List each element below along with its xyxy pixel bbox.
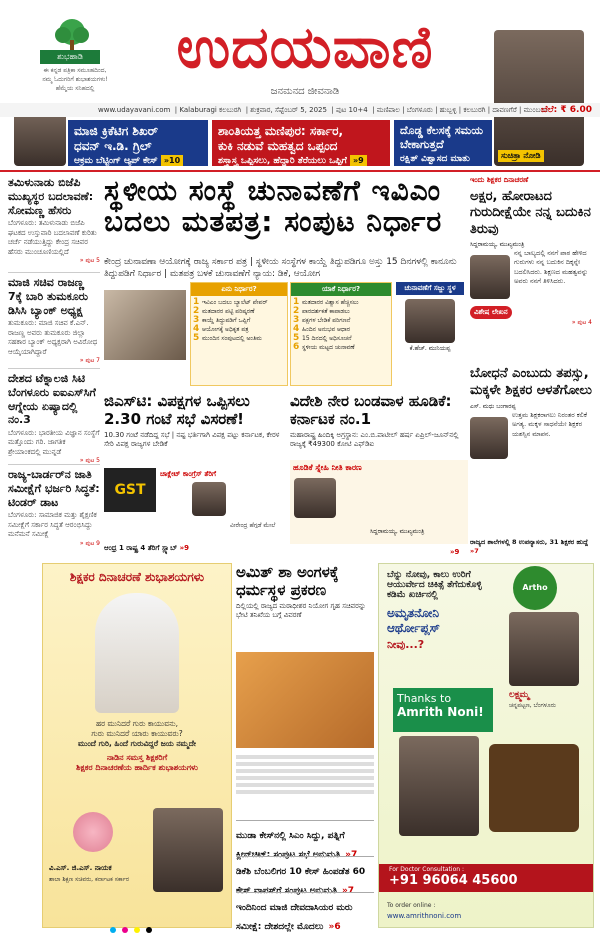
newspaper-tagline: ಜನಮನದ ಜೀವನಾಡಿ [270,86,340,97]
teaser-line: ಮಾಜಿ ಕ್ರಿಕೆಟಿಗ ಶಿಖರ್ [74,124,158,138]
gst-kicker: ಚಾಕ್ಲೇಟ್ ಕಾಂಗ್ರೆಸ್ ತೆರಿಗೆ [160,470,217,478]
teaser-rakshit[interactable] [394,120,492,166]
teaching-byline: ಎಸ್. ಮಧು ಬಂಗಾರಪ್ಪ [470,402,516,410]
list-item: ಪಾರದರ್ಶಕತೆ ಕಾಪಾಡಲು [302,308,350,315]
left-story[interactable] [8,176,100,272]
edition-info-bar: www.udayavani.com | Kalaburagi ಕಲಬುರಗಿ | ಶುಕ್ರವಾರ, ಸೆಪ್ಟೆಂಬರ್ 5, 2025 | ಪುಟ 10+4 | ಮಣಿಪಾಲ | ಬೆಂಗಳೂರು | ಹುಬ್ಬಳ್ಳಿ | ಕಲಬುರಗಿ | ದಾವಣಗೆರೆ | ಮುಂಬಯಿ ಬೆಲೆ: ₹ 6.00 [0,103,600,117]
ticker-text: ಇಂದಿನಿಂದ ಮಾಜಿ ದೇವದಾಸಿಯರ ಮರು ಸಮೀಕ್ಷೆ: ದೇಶದಲ್ಲೇ ಮೊದಲು [236,903,353,932]
gst-story[interactable] [104,392,284,450]
ad-designation: ಶಾಲಾ ಶಿಕ್ಷಣ ಸಚಿವರು, ಕರ್ನಾಟಕ ಸರ್ಕಾರ [49,876,130,883]
list-item: ಮುಂದಿನ ಸಂಪುಟದಲ್ಲಿ ಅಂತಿಮ [202,335,262,342]
teaser-sub: ಆಕ್ರಮ ಬೆಟ್ಟಿಂಗ್ ಆ್ಯಪ್ ಕೇಸ್ [74,156,158,166]
list-item: ಮತದಾರರ ಪಟ್ಟಿ ಪರಿಷ್ಕರಣೆ [202,308,255,315]
teaching-footer-text: ರಾಜ್ಯದ ಶಾಲೆಗಳಲ್ಲಿ 8 ಉಪನ್ಯಾಸರು, 31 ಶಿಕ್ಷಕರ ಹುದ್ದೆ [470,538,589,546]
phone-label: For Doctor Consultation : [389,866,464,873]
page-ref: »9 [179,544,190,552]
list-item: ಹಿಂದಿನ ಅನುಭವ ಆಧಾರ [302,326,351,333]
vishesha-badge: ವಿಶೇಷ ಲೇಖನ [470,306,512,319]
page-ref: »7 [470,547,479,555]
page-ref: »6 [328,922,341,932]
fdi-headline: ವಿದೇಶಿ ನೇರ ಬಂಡವಾಳ ಹೂಡಿಕೆ: ಕರ್ನಾಟಕ ನಂ.1 [290,392,452,428]
teaser-line: ದೊಡ್ಡ ಕೆಲಸಕ್ಕೆ ಸಮಯ [400,124,483,137]
lead-headline-line1: ಸ್ಥಳೀಯ ಸಂಸ್ಥೆ ಚುನಾವಣೆಗೆ ಇವಿಎಂ [104,174,442,207]
ticker-muda[interactable] [236,820,374,861]
story-body: ಬೆಂಗಳೂರು: ಭಾರತೀಯ ವಿಜ್ಞಾನ ಸಂಸ್ಥೆಗೆ ಮತ್ತೊಂದು ಗರಿ. ಜಾಗತಿಕ ಶ್ರೇಯಾಂಕದಲ್ಲಿ ಮುನ್ನಡೆ [8,429,100,456]
minister-madhu-photo [470,417,508,459]
teaser-manipur[interactable] [212,120,390,166]
teaching-headline: ಬೋಧನೆ ಎಂಬುದು ತಪಸ್ಸು, ಮಕ್ಕಳೇ ಶಿಕ್ಷಕರ ಆಳತೆಗೋಲು [470,366,592,398]
list-item: ಮತದಾರರ ವಿಶ್ವಾಸ ಹೆಚ್ಚಿಸಲು [302,299,359,306]
teachers-byline: ಸಿದ್ದರಾಮಯ್ಯ, ಮುಖ್ಯಮಂತ್ರಿ [470,240,525,248]
ad-quote-1: ಹರ ಮುನಿದರೆ ಗುರು ಕಾಯುವನು, [95,719,179,728]
list-item: ಸ್ಥಳೀಯ ಮಟ್ಟದ ಚುನಾವಣೆ [302,344,355,351]
radhakrishnan-portrait [95,593,179,713]
order-label: To order online : [387,902,436,909]
ad-brand: ಅಮೃತನೋನಿ ಆರ್ಥೋಪ್ಲಸ್ [387,606,440,635]
teaser-sub: ರಕ್ಷಿತ್ ವಿಶ್ವಾಸದ ಮಾತು [400,154,470,164]
ad-quote-3: ಮುಂದೆ ಗುರಿ, ಹಿಂದೆ ಗುರುವಿದ್ದರೆ ಜಯ ನಮ್ಮದೇ [77,739,197,748]
ticker-text: ಮುಡಾ ಕೇಸ್‌ನಲ್ಲಿ ಸಿಎಂ ಸಿದ್ದು, ಪತ್ನಿಗೆ ಕ್ಲೀನ್‌ಚಿಟ್: ಸಂಪುಟ ಸಭೆ ಅನುಮತಿ [236,831,345,860]
page-ref: » ಪುಟ 7 [79,357,100,364]
ad-copy-line: ಆಯುರ್ವೇದ ಚಿಕಿತ್ಸೆ ತೆಗೆದುಕೊಳ್ಳಿ [387,580,482,590]
story-headline: ಮಾಜಿ ಸಚಿವ ರಾಜಣ್ಣ 7ಕ್ಕೆ ಬಾರಿ ತುಮಕೂರು ಡಿಸಿಸಿ ಬ್ಯಾಂಕ್ ಅಧ್ಯಕ್ಷ [8,276,89,317]
amrith-noni-ad[interactable] [378,563,594,928]
logo-line-2: ನಮ್ಮ ಓದುಗರಿಗೆ ಶುಭಾಶಯಗಳು! [42,76,108,83]
teaser-dhawan[interactable] [68,120,208,166]
fdi-story[interactable] [290,392,468,450]
thanks-banner [393,688,493,732]
teaser-tag: ಸುಚಿತ್ರಾ ನೋಡಿ [498,150,544,162]
ad-name: ವಿ.ಎಸ್. ಜಿ.ಎಸ್. ನಾಯಕ [49,864,112,872]
page-ref: » ಪುಟ 5 [79,257,100,264]
left-story[interactable] [8,464,100,560]
teaching-footer [470,538,592,555]
list-item: ಇವಿಎಂ ಬದಲು ಬ್ಯಾಲೆಟ್ ಪೇಪರ್ [202,299,268,306]
testimonial-photo [509,612,579,686]
phone-banner[interactable] [379,864,593,892]
teaser-line: ಕುಕಿ ನಡುವೆ ಮಹತ್ವದ ಒಪ್ಪಂದ [218,139,338,153]
gst-caption: ವೀರೇಂದ್ರ ಹೆಗ್ಗಡೆ ಮೇಲೆ [230,522,276,529]
right-column [470,176,592,327]
amit-shah-deck: ದಿಲ್ಲಿಯಲ್ಲಿ ರಾಜ್ಯದ ಮಠಾಧೀಶರ ನಿಯೋಗ ಗೃಹ ಸಚಿವರನ್ನು ಭೇಟಿ ತನಿಖೆಯ ಬಗ್ಗೆ ವಿವರಣೆ [236,602,366,620]
page-count: ಪುಟ 10+4 [336,106,368,114]
box-title: ಚುನಾವಣೆಗೆ ಸಜ್ಜು ಸ್ಥಳ [396,282,464,295]
amit-shah-body [236,752,374,812]
ad-copy-line: ಕಡಿಮೆ ಖರ್ಚಿನಲ್ಲಿ [387,590,438,600]
page-badge: »9 [350,155,367,166]
page-ref: »7 [345,850,358,860]
lead-headline-line2: ಬದಲು ಮತಪತ್ರ: ಸಂಪುಟ ನಿರ್ಧಾರ [104,204,443,238]
website[interactable]: www.amrithnoni.com [387,912,462,920]
decision-list: 1 ಇವಿಎಂ ಬದಲು ಬ್ಯಾಲೆಟ್ ಪೇಪರ್ 2 ಮತದಾರರ ಪಟ್ಟಿ ಪರಿಷ್ಕರಣೆ 3 ಕಾಯ್ದೆ ತಿದ್ದುಪಡಿಗೆ ಒಪ್ಪಿಗೆ 4 ಆಯೋಗಕ್ಕೆ ಅಧಿಕೃತ ಪತ್ರ 5 ಮುಂದಿನ ಸಂಪುಟದಲ್ಲಿ ಅಂತಿಮ [193,297,268,343]
person-photo [405,299,455,343]
artho-plus-seal: Artho [513,566,557,610]
gst-footer-text: ಆಂಧ್ರ 1 ರಾಷ್ಟ್ರ 4 ತೆರಿಗೆ ಸ್ಲ್ಯಾಬ್ [104,544,178,552]
reason-list: 1 ಮತದಾರರ ವಿಶ್ವಾಸ ಹೆಚ್ಚಿಸಲು 2 ಪಾರದರ್ಶಕತೆ ಕಾಪಾಡಲು 3 ಪಕ್ಷಗಳ ಬೇಡಿಕೆ ಪರಿಗಣನೆ 4 ಹಿಂದಿನ ಅನುಭವ ಆಧಾರ 5 15 ದಿನದಲ್ಲಿ ಅಧಿಸೂಚನೆ 6 ಸ್ಥಳೀಯ ಮಟ್ಟದ ಚುನಾವಣೆ [293,297,359,352]
ticker-dkshi[interactable] [236,856,374,897]
lead-deck: ಕೇಂದ್ರ ಚುನಾವಣಾ ಆಯೋಗಕ್ಕೆ ರಾಜ್ಯ ಸರ್ಕಾರ ಪತ್ರ | ಸ್ಥಳೀಯ ಸಂಸ್ಥೆಗಳ ಕಾಯ್ದೆ ತಿದ್ದುಪಡಿಗೂ ಅಸ್ತು 15 ದಿನಗಳಲ್ಲಿ ಕಾನೂನು ತಿದ್ದುಪಡಿಗೆ ನಿರ್ಧಾರ | ಮತಪತ್ರ ಬಳಕೆ ಚುನಾವಣೆಗೆ ನ್ಯಾಯ: ಡಿಕೆ, ಆಯೋಗ [104,257,457,280]
teaser-line: ಶಾಂತಿಯತ್ತ ಮಣಿಪುರ: ಸರ್ಕಾರ, [218,124,344,138]
vidhana-soudha-photo [104,290,186,360]
testimonial-place: ಚನ್ನಪಟ್ಟಣ, ಬೆಂಗಳೂರು [509,702,556,709]
gst-footer [104,544,284,553]
ad-copy [379,564,499,658]
left-story[interactable] [8,272,100,368]
teaser-line: ಬೇಕಾಗುತ್ತದೆ [400,138,444,151]
box-title: ಯಾಕೆ ನಿರ್ಧಾರ? [291,283,391,296]
story-headline: ರಾಜ್ಯ-ಬಾರ್ಡರ್‌ನ ಜಾತಿ ಸಮೀಕ್ಷೆಗೆ ಭರ್ಜರಿ ಸಿದ್ಧತೆ: ಟಿಂಡರ್ ಡಾಟ [8,468,100,509]
amit-shah-headline: ಅಮಿತ್ ಶಾ ಅಂಗಳಕ್ಕೆ ಧರ್ಮಸ್ಥಳ ಪ್ರಕರಣ [236,563,339,599]
ad-copy-line: ಬೆನ್ನು ನೋವು, ಕಾಲು ಉರಿಗೆ [387,570,471,580]
gst-headline: ಜಿಎಸ್‌ಟಿ: ವಿಪಕ್ಷಗಳ ಒಪ್ಪಿಸಲು 2.30 ಗಂಟೆ ಸಭೆ ವಿಸರಣೆ! [104,392,250,428]
fdi-box [290,460,468,544]
page-badge: »10 [161,155,183,166]
left-column [8,176,100,560]
gst-deck: 10.30 ಗಂಟೆ ನಡೆದಿದ್ದ ಸಭೆ | ನಷ್ಟ ಭರ್ತಿಗಾಗಿ ವಿಪಕ್ಷ ಪಟ್ಟು ಕರ್ನಾಟಕ, ಕೇರಳ ಸೇರಿ ವಿಪಕ್ಷ ರಾಜ್ಯಗಳ ಬೇಡಿಕೆ [104,431,280,449]
person-caption: ಕೆ.ಹೆಚ್. ಮುನಿಯಪ್ಪ [409,345,451,352]
ad-quote-2: ಗುರು ಮುನಿದರೆ ಯಾರು ಕಾಯುವರು? [91,729,183,738]
story-body: ಬೆಂಗಳೂರು: ಸಾಮಾಜಿಕ ಮತ್ತು ಶೈಕ್ಷಣಿಕ ಸಮೀಕ್ಷೆಗೆ ಸರ್ಕಾರ ಸಿದ್ಧತೆ ಆರಂಭಿಸಿದ್ದು ಮನೆಮನೆ ಸಮೀಕ್ಷೆ [8,511,97,539]
page-ref: »9 [450,548,460,556]
teaching-body: ಉತ್ತಮ ಶಿಕ್ಷಕರಾಗಲು ನಿರಂತರ ಕಲಿಕೆ ಅಗತ್ಯ. ಮಕ್ಕಳ ಸಾಧನೆಯೇ ಶಿಕ್ಷಕರ ಯಶಸ್ಸಿನ ಮಾಪನ. [512,410,588,438]
page-ref: » ಪುಟ 4 [571,318,592,326]
issue-date: ಶುಕ್ರವಾರ, ಸೆಪ್ಟೆಂಬರ್ 5, 2025 [250,106,327,114]
ticker-devadasi[interactable] [236,892,374,933]
phone-number: +91 96064 45600 [389,873,518,888]
product-bottles [489,744,579,832]
tree-logo-icon [50,18,94,54]
newspaper-title: ಉದಯವಾಣಿ [176,13,434,81]
minister-photo [192,482,226,516]
ticker-text: ಡಿಕೆಶಿ ಬೆಂಬಲಿಗರ 10 ಕೇಸ್ ಹಿಂಪಡೆತ 60 ಕೇಸ್ ವಾಪಸ್‌ಗೆ ಸಂಪುಟ ಅನುಮತಿ [236,867,366,896]
teaser-line: ಧವನ್ ಇ.ಡಿ. ಗ್ರಿಲ್ [74,139,152,153]
list-item: 15 ದಿನದಲ್ಲಿ ಅಧಿಸೂಚನೆ [302,335,352,342]
decision-box [190,282,288,386]
gst-logo: GST [104,468,156,512]
page-ref: »7 [341,886,355,896]
cm-photo [470,255,510,299]
logo-line-1: ಈ ಕನ್ನಡ ಪತ್ರಿಕಾ ಸಮೂಹದಿಂದ, [43,67,107,74]
story-body: ತುಮಕೂರು: ಮಾಜಿ ಸಚಿವ ಕೆ.ಎನ್. ರಾಜಣ್ಣ ಅವರು ತುಮಕೂರು ಜಿಲ್ಲಾ ಸಹಕಾರ ಬ್ಯಾಂಕ್ ಅಧ್ಯಕ್ಷರಾಗಿ ಅವಿರೋಧ ಆಯ್ಕೆಯಾಗಿದ್ದಾರೆ [8,319,98,356]
flower-bouquet-icon [73,812,113,852]
fdi-byline: ಸಿದ್ದರಾಮಯ್ಯ, ಮುಖ್ಯಮಂತ್ರಿ [370,528,425,535]
fdi-photo [294,478,336,518]
thanks-text: Thanks to [397,692,452,705]
list-item: ಪಕ್ಷಗಳ ಬೇಡಿಕೆ ಪರಿಗಣನೆ [302,317,351,324]
testimonial-name: ಲಕ್ಷ್ಮಮ್ಮ [509,690,530,700]
reason-box [290,282,392,386]
ad-greeting: ಶಿಕ್ಷಕರ ದಿನಾಚರಣೆಯ ಹಾರ್ದಿಕ ಶುಭಾಶಯಗಳು [76,763,198,772]
ad-subtitle: ನಾಡಿನ ಸಮಸ್ತ ಶಿಕ್ಷಕರಿಗೆ [106,753,168,762]
price: ಬೆಲೆ: ₹ 6.00 [540,105,592,115]
page-ref: » ಪುಟ 5 [79,457,100,464]
story-body: ಬೆಂಗಳೂರು: ತಮಿಳುನಾಡು ಬಿಜೆಪಿ ಘಟಕದ ಉಸ್ತುವಾರಿ ಬದಲಾವಣೆ ಕುರಿತು ಚರ್ಚೆ ನಡೆಯುತ್ತಿದ್ದು ಕೇಂದ್ರ ಸಚಿವರ ಹೆಸರು ಮುಂಚೂಣಿಯಲ್ಲಿದೆ [8,219,97,256]
teachers-body: ನನ್ನ ಬಾಲ್ಯದಲ್ಲಿ ನನಗೆ ಪಾಠ ಹೇಳಿದ ಗುರುಗಳು ನನ್ನ ಬದುಕಿನ ದಿಕ್ಕನ್ನೇ ಬದಲಿಸಿದರು. ಶಿಕ್ಷಣದ ಮಹತ್ವವನ್ನು ಅವರು ನನಗೆ ತಿಳಿಸಿದರು. [514,248,589,286]
ad-question: ನೀವು...? [387,638,425,651]
teachers-day-ad[interactable] [42,563,232,928]
logo-label: ಶುಭಹಾಡಿ [40,50,100,64]
teachers-headline[interactable]: ಅಕ್ಷರ, ಹೋರಾಟದ ಗುರುದೀಕ್ಷೆಯೇ ನನ್ನ ಬದುಕಿನ ತಿರುವು [470,189,591,237]
seers-meeting-photo [236,652,374,748]
amrith-text: Amrith Noni! [397,705,484,719]
story-headline: ತಮಿಳುನಾಡು ಬಿಜೆಪಿ ಮುಖ್ಯಸ್ಥರ ಬದಲಾವಣೆ: ಸೋಮಣ್ಣ ಹೆಸರು [8,176,94,217]
celebrity-photo [399,736,479,836]
logo-line-3: ಹೆಮ್ಮೆಯ ಸನಿಹದಲ್ಲಿ [55,85,95,92]
edition-name: Kalaburagi ಕಲಬುರಗಿ [179,106,242,114]
teaching-story[interactable] [470,366,592,459]
box-title: ಏನು ನಿರ್ಧಾರ? [191,283,287,296]
minister-ad-photo [153,808,223,892]
page-ref: » ಪುಟ 9 [79,539,100,547]
lead-headline[interactable] [104,176,464,238]
person-box [396,282,464,386]
story-headline: ದೇಶದ ಟೆಕ್ನಾಲಜಿ ಸಿಟಿ ಬೆಂಗಳೂರು ಐಐಎಸ್‌ಸಿಗೆ ಆಗ್ನೇಯ ಏಷ್ಯಾದಲ್ಲಿ ನಂ.3 [8,372,96,427]
list-item: ಆಯೋಗಕ್ಕೆ ಅಧಿಕೃತ ಪತ್ರ [202,326,249,333]
fdi-deck: ಮಹಾರಾಷ್ಟ್ರ ಹಿಂದಿಕ್ಕಿ ಅಗ್ರಸ್ಥಾನ: ಎಂ.ಬಿ.ಪಾಟೀಲ್ ಹರ್ಷ ಏಪ್ರಿಲ್-ಜೂನ್‌ನಲ್ಲಿ ರಾಜ್ಯಕ್ಕೆ ₹49300 ಕೋಟಿ ಎಫ್‌ಡಿಐ [290,431,459,449]
list-item: ಕಾಯ್ದೆ ತಿದ್ದುಪಡಿಗೆ ಒಪ್ಪಿಗೆ [202,317,251,324]
teaser-sub: ಶಸ್ತ್ರಾಸ್ತ್ರ ಒಪ್ಪಿಸಲು, ಹೆದ್ದಾರಿ ತೆರೆಯಲು ಒಪ್ಪಿಗೆ [218,156,347,166]
edition-cities: ಮಣಿಪಾಲ | ಬೆಂಗಳೂರು | ಹುಬ್ಬಳ್ಳಿ | ಕಲಬುರಗಿ | ದಾವಣಗೆರೆ | ಮುಂಬಯಿ [376,106,548,114]
site-url[interactable]: www.udayavani.com [98,106,171,114]
teachers-day-kicker: ಇಂದು ಶಿಕ್ಷಕರ ದಿನಾಚರಣೆ [470,176,529,184]
divider [0,170,600,172]
fdi-box-title: ಹೂಡಿಕೆ ಸ್ನೇಹಿ ನೀತಿ ಕಾರಣ [293,463,362,472]
actor-portrait [494,30,584,166]
amit-shah-story[interactable] [236,563,374,621]
left-story[interactable] [8,368,100,464]
ad-title: ಶಿಕ್ಷಕರ ದಿನಾಚರಣೆ ಶುಭಾಶಯಗಳು [69,570,205,584]
